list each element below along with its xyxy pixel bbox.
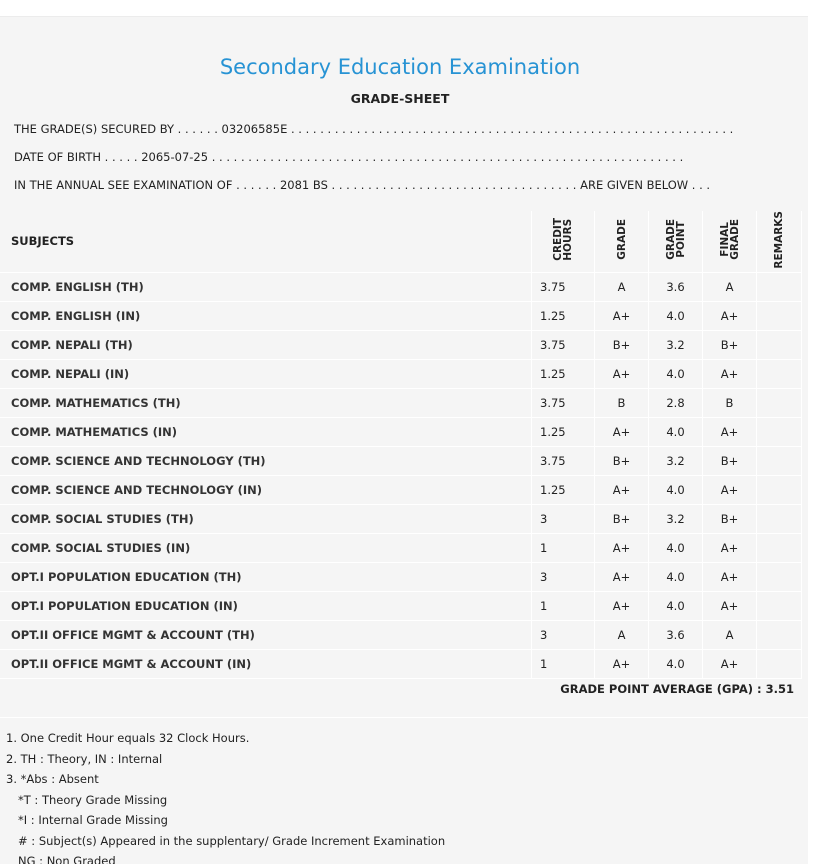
subject-cell: COMP. SCIENCE AND TECHNOLOGY (TH): [0, 446, 532, 475]
remarks-cell: [757, 504, 802, 533]
grade-cell: A: [595, 272, 649, 301]
grade-point-cell: 4.0: [649, 649, 703, 678]
remarks-cell: [757, 533, 802, 562]
final-grade-cell: A+: [703, 359, 757, 388]
subject-cell: OPT.II OFFICE MGMT & ACCOUNT (IN): [0, 649, 532, 678]
grade-cell: B+: [595, 330, 649, 359]
remarks-cell: [757, 388, 802, 417]
table-row: [0, 301, 802, 330]
note-item: NG : Non Graded: [18, 854, 116, 864]
final-grade-cell: B: [703, 388, 757, 417]
note-item: *I : Internal Grade Missing: [18, 813, 168, 827]
final-grade-cell: A+: [703, 591, 757, 620]
header-final-grade: FINAL GRADE: [703, 211, 757, 272]
credit-hours-cell: 3.75: [532, 272, 595, 301]
remarks-cell: [757, 475, 802, 504]
subject-cell: COMP. SCIENCE AND TECHNOLOGY (IN): [0, 475, 532, 504]
note-item: *T : Theory Grade Missing: [18, 792, 168, 807]
exam-of-line: IN THE ANNUAL SEE EXAMINATION OF . . . . . . 2081 BS . . . . . . . . . . . . . . . . . . . . . . . . . . . . . . . . . . ARE GIVEN BELOW . . .: [14, 178, 711, 192]
grade-point-cell: 4.0: [649, 591, 703, 620]
grade-cell: A+: [595, 562, 649, 591]
final-grade-cell: B+: [703, 330, 757, 359]
table-row: [0, 562, 802, 591]
final-grade-cell: A+: [703, 475, 757, 504]
credit-hours-cell: 3.75: [532, 446, 595, 475]
table-row: [0, 388, 802, 417]
table-row: [0, 359, 802, 388]
divider: [0, 717, 808, 718]
credit-hours-cell: 3: [532, 620, 595, 649]
subject-cell: OPT.I POPULATION EDUCATION (TH): [0, 562, 532, 591]
grade-point-cell: 2.8: [649, 388, 703, 417]
table-row: [0, 330, 802, 359]
subject-cell: COMP. MATHEMATICS (IN): [0, 417, 532, 446]
grade-point-cell: 3.6: [649, 272, 703, 301]
sheet-title: GRADE-SHEET: [350, 91, 450, 106]
credit-hours-cell: 1.25: [532, 417, 595, 446]
grade-point-cell: 3.2: [649, 330, 703, 359]
table-row: [0, 649, 802, 678]
remarks-cell: [757, 301, 802, 330]
grade-point-cell: 3.2: [649, 504, 703, 533]
grade-cell: A+: [595, 533, 649, 562]
table-row: [0, 417, 802, 446]
subject-cell: COMP. ENGLISH (TH): [0, 272, 532, 301]
remarks-cell: [757, 562, 802, 591]
header-remarks: REMARKS: [757, 211, 802, 272]
header-grade-point: GRADE POINT: [649, 211, 703, 272]
credit-hours-cell: 1.25: [532, 301, 595, 330]
subject-cell: COMP. NEPALI (TH): [0, 330, 532, 359]
credit-hours-cell: 3: [532, 504, 595, 533]
credit-hours-cell: 1.25: [532, 475, 595, 504]
remarks-cell: [757, 446, 802, 475]
secured-by-line: THE GRADE(S) SECURED BY . . . . . . 03206585E . . . . . . . . . . . . . . . . . . . . . . . . . . . . . . . . . . . . . . . . . . . . . . . . . . . . . . . . . . . . .: [14, 122, 734, 136]
subject-cell: COMP. MATHEMATICS (TH): [0, 388, 532, 417]
credit-hours-cell: 1: [532, 533, 595, 562]
final-grade-cell: A: [703, 620, 757, 649]
final-grade-cell: A+: [703, 649, 757, 678]
final-grade-cell: A+: [703, 417, 757, 446]
remarks-cell: [757, 272, 802, 301]
table-row: [0, 533, 802, 562]
header-credit-hours: CREDIT HOURS: [532, 211, 595, 272]
grade-cell: B+: [595, 504, 649, 533]
note-item: 2. TH : Theory, IN : Internal: [6, 751, 163, 766]
grade-cell: B: [595, 388, 649, 417]
table-row: [0, 504, 802, 533]
grade-point-cell: 4.0: [649, 417, 703, 446]
gpa-summary: GRADE POINT AVERAGE (GPA) : 3.51: [560, 682, 794, 696]
remarks-cell: [757, 649, 802, 678]
subject-cell: COMP. SOCIAL STUDIES (IN): [0, 533, 532, 562]
credit-hours-cell: 3.75: [532, 330, 595, 359]
final-grade-cell: B+: [703, 504, 757, 533]
notes-list: [6, 728, 445, 864]
table-row: [0, 620, 802, 649]
grade-point-cell: 3.2: [649, 446, 703, 475]
credit-hours-cell: 3.75: [532, 388, 595, 417]
grade-cell: A+: [595, 475, 649, 504]
table-row: [0, 446, 802, 475]
table-row: [0, 475, 802, 504]
remarks-cell: [757, 330, 802, 359]
table-row: [0, 591, 802, 620]
grade-cell: A: [595, 620, 649, 649]
grade-cell: A+: [595, 301, 649, 330]
grade-cell: B+: [595, 446, 649, 475]
grade-point-cell: 4.0: [649, 562, 703, 591]
credit-hours-cell: 1: [532, 649, 595, 678]
subject-cell: OPT.I POPULATION EDUCATION (IN): [0, 591, 532, 620]
final-grade-cell: A: [703, 272, 757, 301]
grade-cell: A+: [595, 591, 649, 620]
grade-cell: A+: [595, 417, 649, 446]
table-row: [0, 272, 802, 301]
final-grade-cell: A+: [703, 301, 757, 330]
grade-point-cell: 4.0: [649, 301, 703, 330]
remarks-cell: [757, 620, 802, 649]
final-grade-cell: A+: [703, 562, 757, 591]
credit-hours-cell: 1: [532, 591, 595, 620]
exam-title: Secondary Education Examination: [219, 55, 581, 79]
subject-cell: OPT.II OFFICE MGMT & ACCOUNT (TH): [0, 620, 532, 649]
grade-point-cell: 4.0: [649, 359, 703, 388]
subject-cell: COMP. NEPALI (IN): [0, 359, 532, 388]
note-item: # : Subject(s) Appeared in the supplentary/ Grade Increment Examination: [18, 833, 446, 848]
grade-point-cell: 4.0: [649, 533, 703, 562]
grade-cell: A+: [595, 359, 649, 388]
note-item: 3. *Abs : Absent: [6, 772, 99, 786]
header-subjects: SUBJECTS: [0, 211, 532, 272]
grade-point-cell: 3.6: [649, 620, 703, 649]
subject-cell: COMP. SOCIAL STUDIES (TH): [0, 504, 532, 533]
final-grade-cell: B+: [703, 446, 757, 475]
final-grade-cell: A+: [703, 533, 757, 562]
subject-cell: COMP. ENGLISH (IN): [0, 301, 532, 330]
credit-hours-cell: 3: [532, 562, 595, 591]
table-header-row: [0, 211, 802, 272]
remarks-cell: [757, 591, 802, 620]
grades-table: [0, 211, 802, 679]
date-of-birth-line: DATE OF BIRTH . . . . . 2065-07-25 . . . . . . . . . . . . . . . . . . . . . . . . . . . . . . . . . . . . . . . . . . . . . . . . . . . . . . . . . . . . . . . . .: [14, 150, 684, 164]
grade-point-cell: 4.0: [649, 475, 703, 504]
remarks-cell: [757, 359, 802, 388]
credit-hours-cell: 1.25: [532, 359, 595, 388]
remarks-cell: [757, 417, 802, 446]
grade-cell: A+: [595, 649, 649, 678]
grade-sheet-panel: [0, 16, 808, 864]
header-grade: GRADE: [595, 211, 649, 272]
note-item: 1. One Credit Hour equals 32 Clock Hours.: [6, 731, 250, 745]
